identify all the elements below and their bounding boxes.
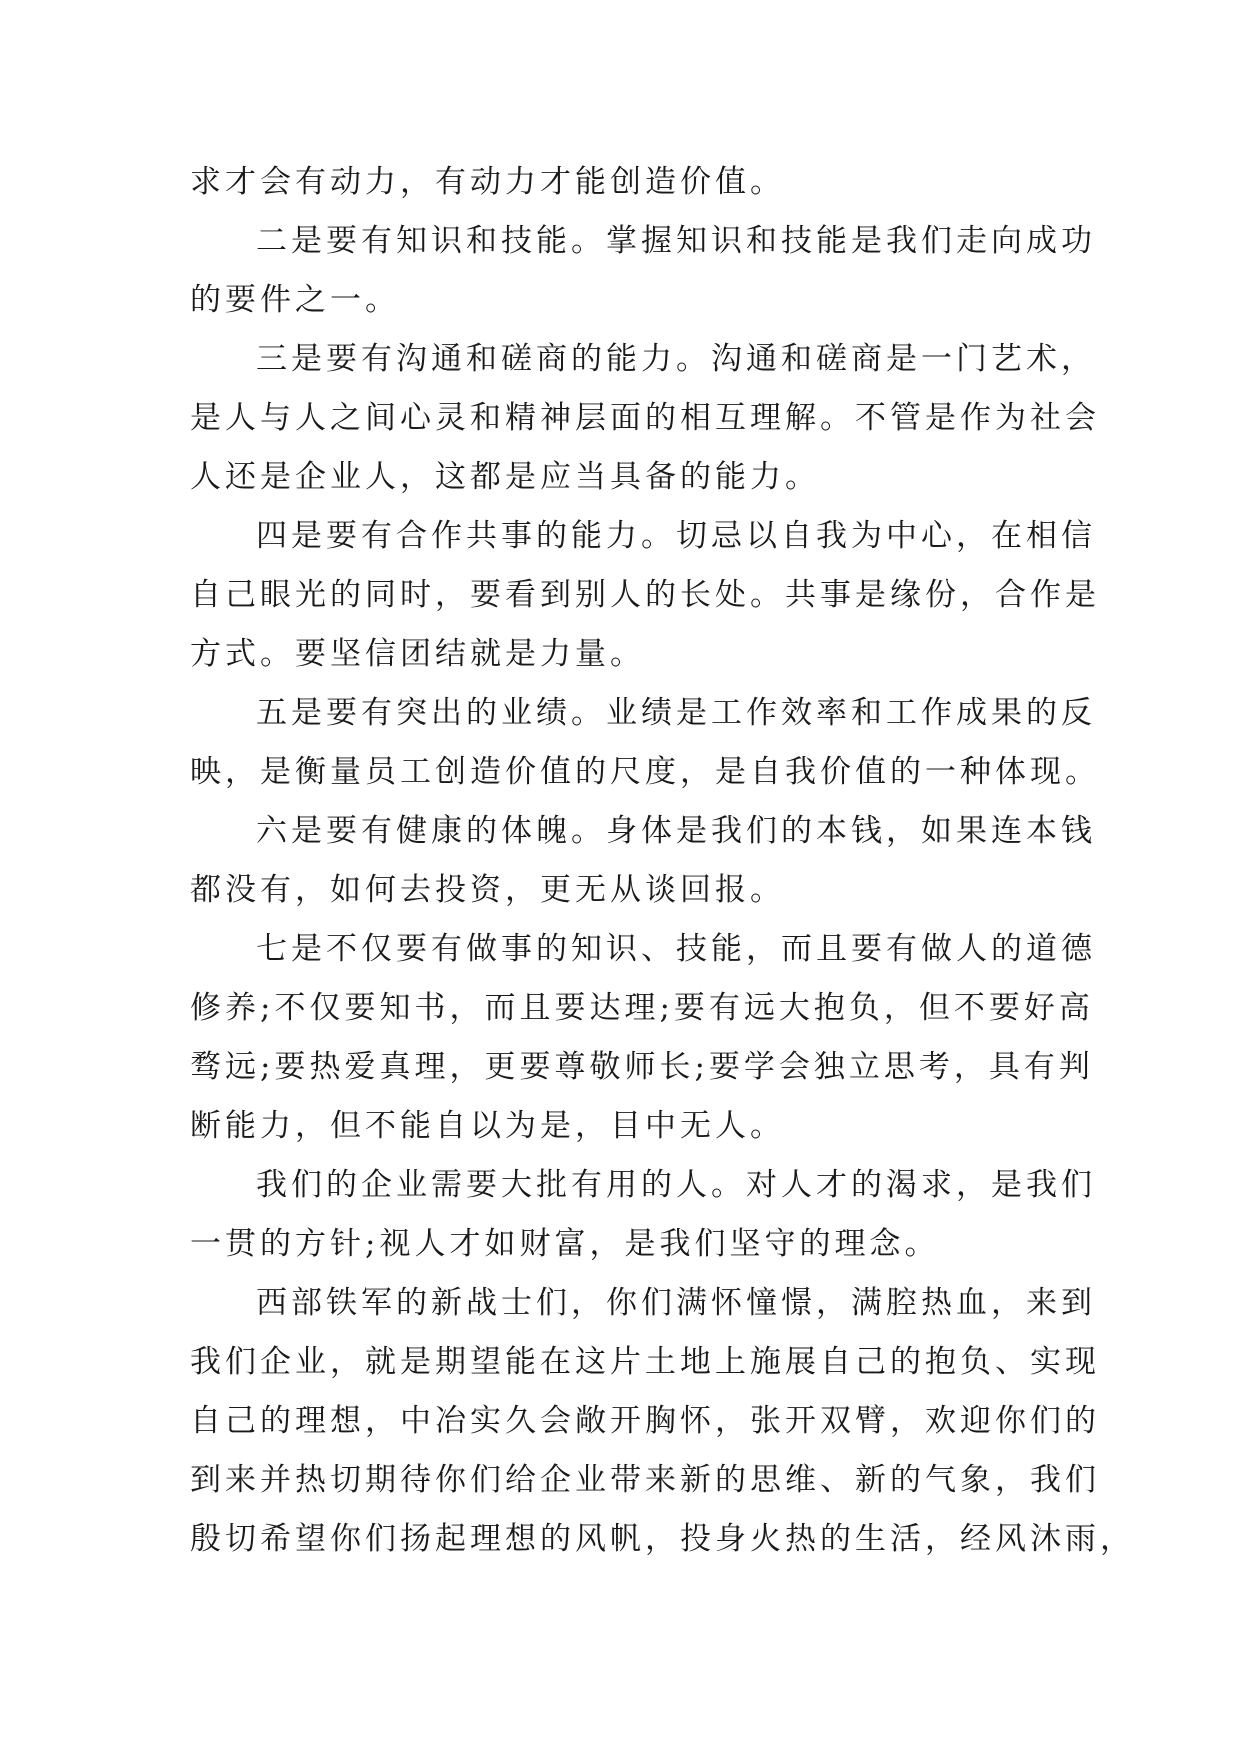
text-line: 七是不仅要有做事的知识、技能，而且要有做人的道德 [256, 931, 1096, 967]
text-line: 自己眼光的同时，要看到别人的长处。共事是缘份，合作是 [190, 577, 1100, 613]
text-line: 的要件之一。 [190, 282, 400, 318]
text-line: 都没有，如何去投资，更无从谈回报。 [190, 872, 785, 908]
text-line: 四是要有合作共事的能力。切忌以自我为中心，在相信 [256, 518, 1096, 554]
text-line: 我们的企业需要大批有用的人。对人才的渴求，是我们 [256, 1167, 1096, 1203]
text-line: 一贯的方针;视人才如财富，是我们坚守的理念。 [190, 1226, 940, 1262]
text-line: 映，是衡量员工创造价值的尺度，是自我价值的一种体现。 [190, 754, 1100, 790]
text-line: 西部铁军的新战士们，你们满怀憧憬，满腔热血，来到 [256, 1285, 1096, 1321]
text-line: 六是要有健康的体魄。身体是我们的本钱，如果连本钱 [256, 813, 1096, 849]
text-line: 殷切希望你们扬起理想的风帆，投身火热的生活，经风沐雨， [190, 1521, 1135, 1557]
text-line: 方式。要坚信团结就是力量。 [190, 636, 645, 672]
text-line: 我们企业，就是期望能在这片土地上施展自己的抱负、实现 [190, 1344, 1100, 1380]
text-line: 五是要有突出的业绩。业绩是工作效率和工作成果的反 [256, 695, 1096, 731]
text-line: 三是要有沟通和磋商的能力。沟通和磋商是一门艺术， [256, 341, 1096, 377]
document-body [190, 153, 1135, 1569]
text-line: 求才会有动力，有动力才能创造价值。 [190, 164, 785, 200]
text-line: 是人与人之间心灵和精神层面的相互理解。不管是作为社会 [190, 400, 1100, 436]
text-line: 二是要有知识和技能。掌握知识和技能是我们走向成功 [256, 223, 1096, 259]
text-line: 修养;不仅要知书，而且要达理;要有远大抱负，但不要好高 [190, 990, 1094, 1026]
text-line: 自己的理想，中冶实久会敞开胸怀，张开双臂，欢迎你们的 [190, 1403, 1100, 1439]
text-line: 人还是企业人，这都是应当具备的能力。 [190, 459, 820, 495]
text-line: 到来并热切期待你们给企业带来新的思维、新的气象，我们 [190, 1462, 1100, 1498]
text-line: 骛远;要热爱真理，更要尊敬师长;要学会独立思考，具有判 [190, 1049, 1094, 1085]
text-line: 断能力，但不能自以为是，目中无人。 [190, 1108, 785, 1144]
